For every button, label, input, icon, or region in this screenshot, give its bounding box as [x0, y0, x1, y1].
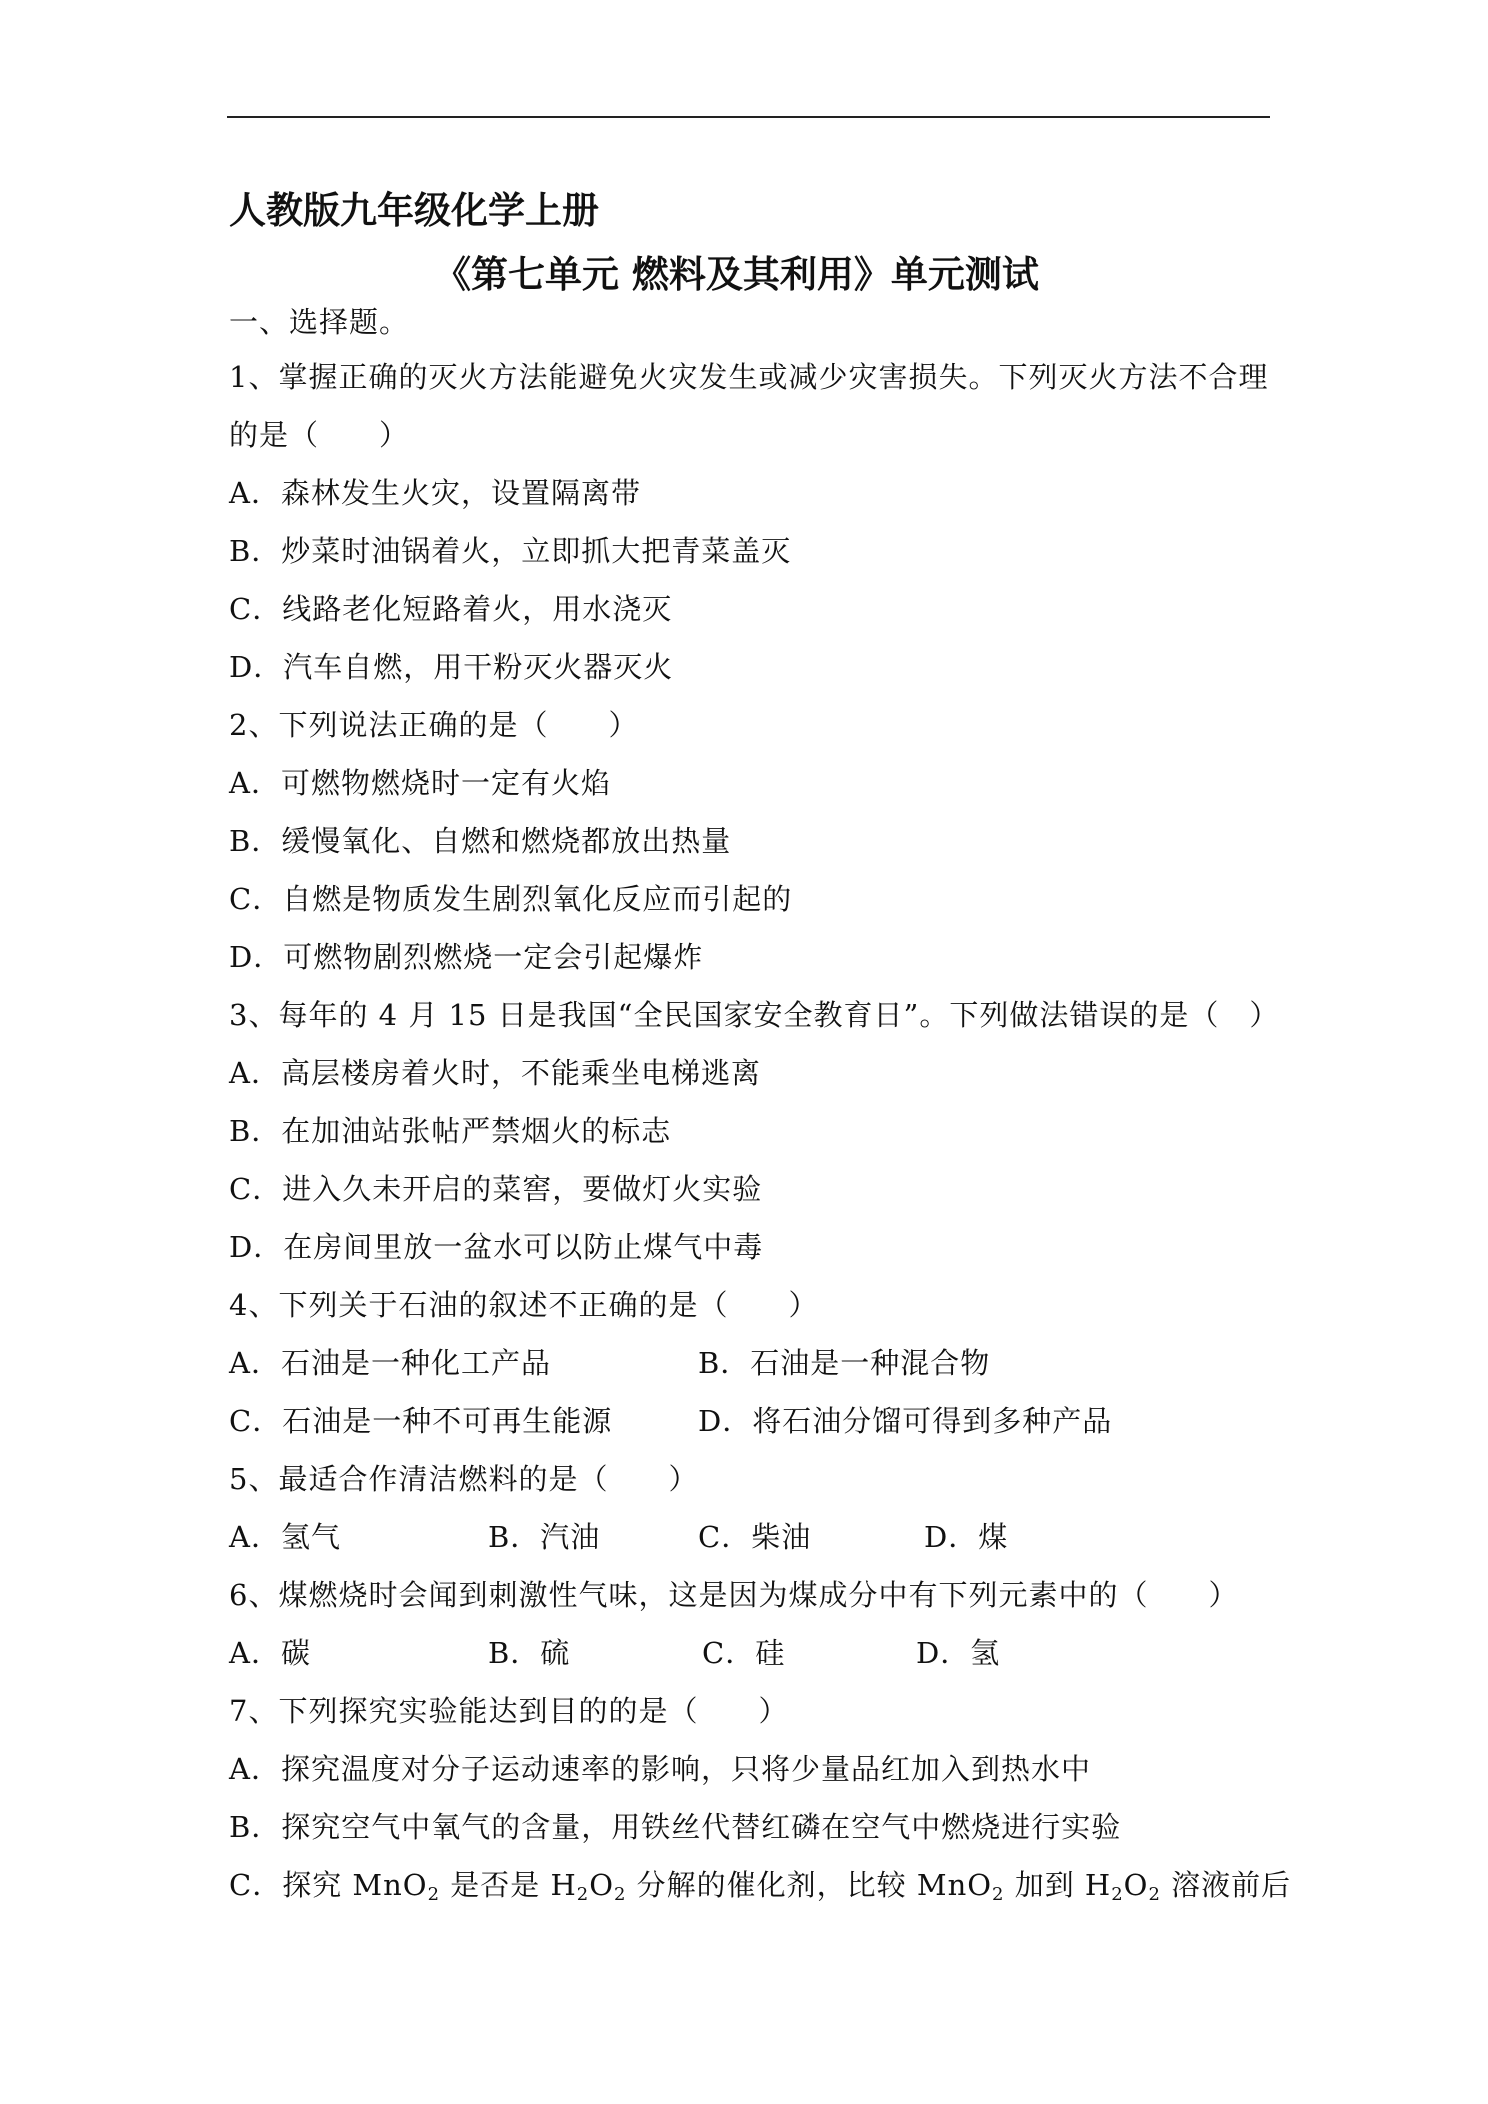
q2-option-a: A．可燃物燃烧时一定有火焰 — [229, 766, 611, 800]
q7c-sub-4: 2 — [992, 1884, 1005, 1905]
q1-option-b: B．炒菜时油锅着火，立即抓大把青菜盖灭 — [229, 534, 792, 568]
q3-option-b: B．在加油站张帖严禁烟火的标志 — [229, 1114, 672, 1148]
q7c-text-6: O — [1123, 1868, 1149, 1902]
q6-option-a: A．碳 — [229, 1636, 311, 1670]
q7c-text-5: 加到 H — [1004, 1868, 1112, 1902]
q5-option-a: A．氢气 — [229, 1520, 341, 1554]
q1-stem-cont: 的是（ ） — [229, 418, 410, 452]
q1-stem: 1、掌握正确的灭火方法能避免火灾发生或减少灾害损失。下列灭火方法不合理 — [229, 360, 1269, 394]
q7c-text-2: 是否是 H — [440, 1868, 577, 1902]
q7-option-b: B．探究空气中氧气的含量，用铁丝代替红磷在空气中燃烧进行实验 — [229, 1810, 1122, 1844]
q4-option-c: C．石油是一种不可再生能源 — [229, 1404, 613, 1438]
q1-option-d: D．汽车自燃，用干粉灭火器灭火 — [229, 650, 674, 684]
q7c-text-1: C．探究 MnO — [229, 1868, 428, 1902]
q2-stem: 2、下列说法正确的是（ ） — [229, 708, 639, 742]
q7-stem: 7、下列探究实验能达到目的的是（ ） — [229, 1694, 789, 1728]
q4-stem: 4、下列关于石油的叙述不正确的是（ ） — [229, 1288, 819, 1322]
q3-option-a: A．高层楼房着火时，不能乘坐电梯逃离 — [229, 1056, 761, 1090]
q4-option-a: A．石油是一种化工产品 — [229, 1346, 551, 1380]
section-heading: 一、选择题。 — [229, 305, 410, 339]
q7-option-a: A．探究温度对分子运动速率的影响，只将少量品红加入到热水中 — [229, 1752, 1091, 1786]
q5-option-d: D．煤 — [924, 1520, 1009, 1554]
q7-option-c — [229, 1865, 1291, 1905]
q1-option-c: C．线路老化短路着火，用水浇灭 — [229, 592, 673, 626]
doc-title-line1: 人教版九年级化学上册 — [229, 188, 599, 232]
q7c-text-7: 溶液前后 — [1160, 1868, 1292, 1902]
q6-stem: 6、煤燃烧时会闻到刺激性气味，这是因为煤成分中有下列元素中的（ ） — [229, 1578, 1239, 1612]
q7c-sub-2: 2 — [576, 1884, 590, 1905]
q3-option-d: D．在房间里放一盆水可以防止煤气中毒 — [229, 1230, 764, 1264]
q6-option-c: C．硅 — [702, 1636, 786, 1670]
q5-option-c: C．柴油 — [698, 1520, 812, 1554]
q7c-text-4: 分解的催化剂，比较 MnO — [626, 1868, 993, 1902]
q6-option-d: D．氢 — [916, 1636, 1001, 1670]
q3-option-c: C．进入久未开启的菜窖，要做灯火实验 — [229, 1172, 763, 1206]
q4-option-b: B．石油是一种混合物 — [698, 1346, 991, 1380]
q7c-sub-5: 2 — [1111, 1884, 1124, 1905]
q7c-sub-3: 2 — [613, 1884, 627, 1905]
doc-title-line2: 《第七单元 燃料及其利用》单元测试 — [434, 252, 1039, 296]
q1-option-a: A．森林发生火灾，设置隔离带 — [229, 476, 641, 510]
q2-option-c: C．自燃是物质发生剧烈氧化反应而引起的 — [229, 882, 793, 916]
q7c-sub-6: 2 — [1148, 1884, 1161, 1905]
q5-option-b: B．汽油 — [488, 1520, 601, 1554]
q7c-text-3: O — [589, 1868, 614, 1902]
q3-stem: 3、每年的 4 月 15 日是我国“全民国家安全教育日”。下列做法错误的是（ ） — [229, 998, 1280, 1032]
q5-stem: 5、最适合作清洁燃料的是（ ） — [229, 1462, 699, 1496]
q2-option-d: D．可燃物剧烈燃烧一定会引起爆炸 — [229, 940, 704, 974]
q6-option-b: B．硫 — [488, 1636, 571, 1670]
q4-option-d: D．将石油分馏可得到多种产品 — [698, 1404, 1113, 1438]
header-rule — [227, 116, 1270, 118]
q2-option-b: B．缓慢氧化、自燃和燃烧都放出热量 — [229, 824, 732, 858]
q7c-sub-1: 2 — [427, 1884, 441, 1905]
